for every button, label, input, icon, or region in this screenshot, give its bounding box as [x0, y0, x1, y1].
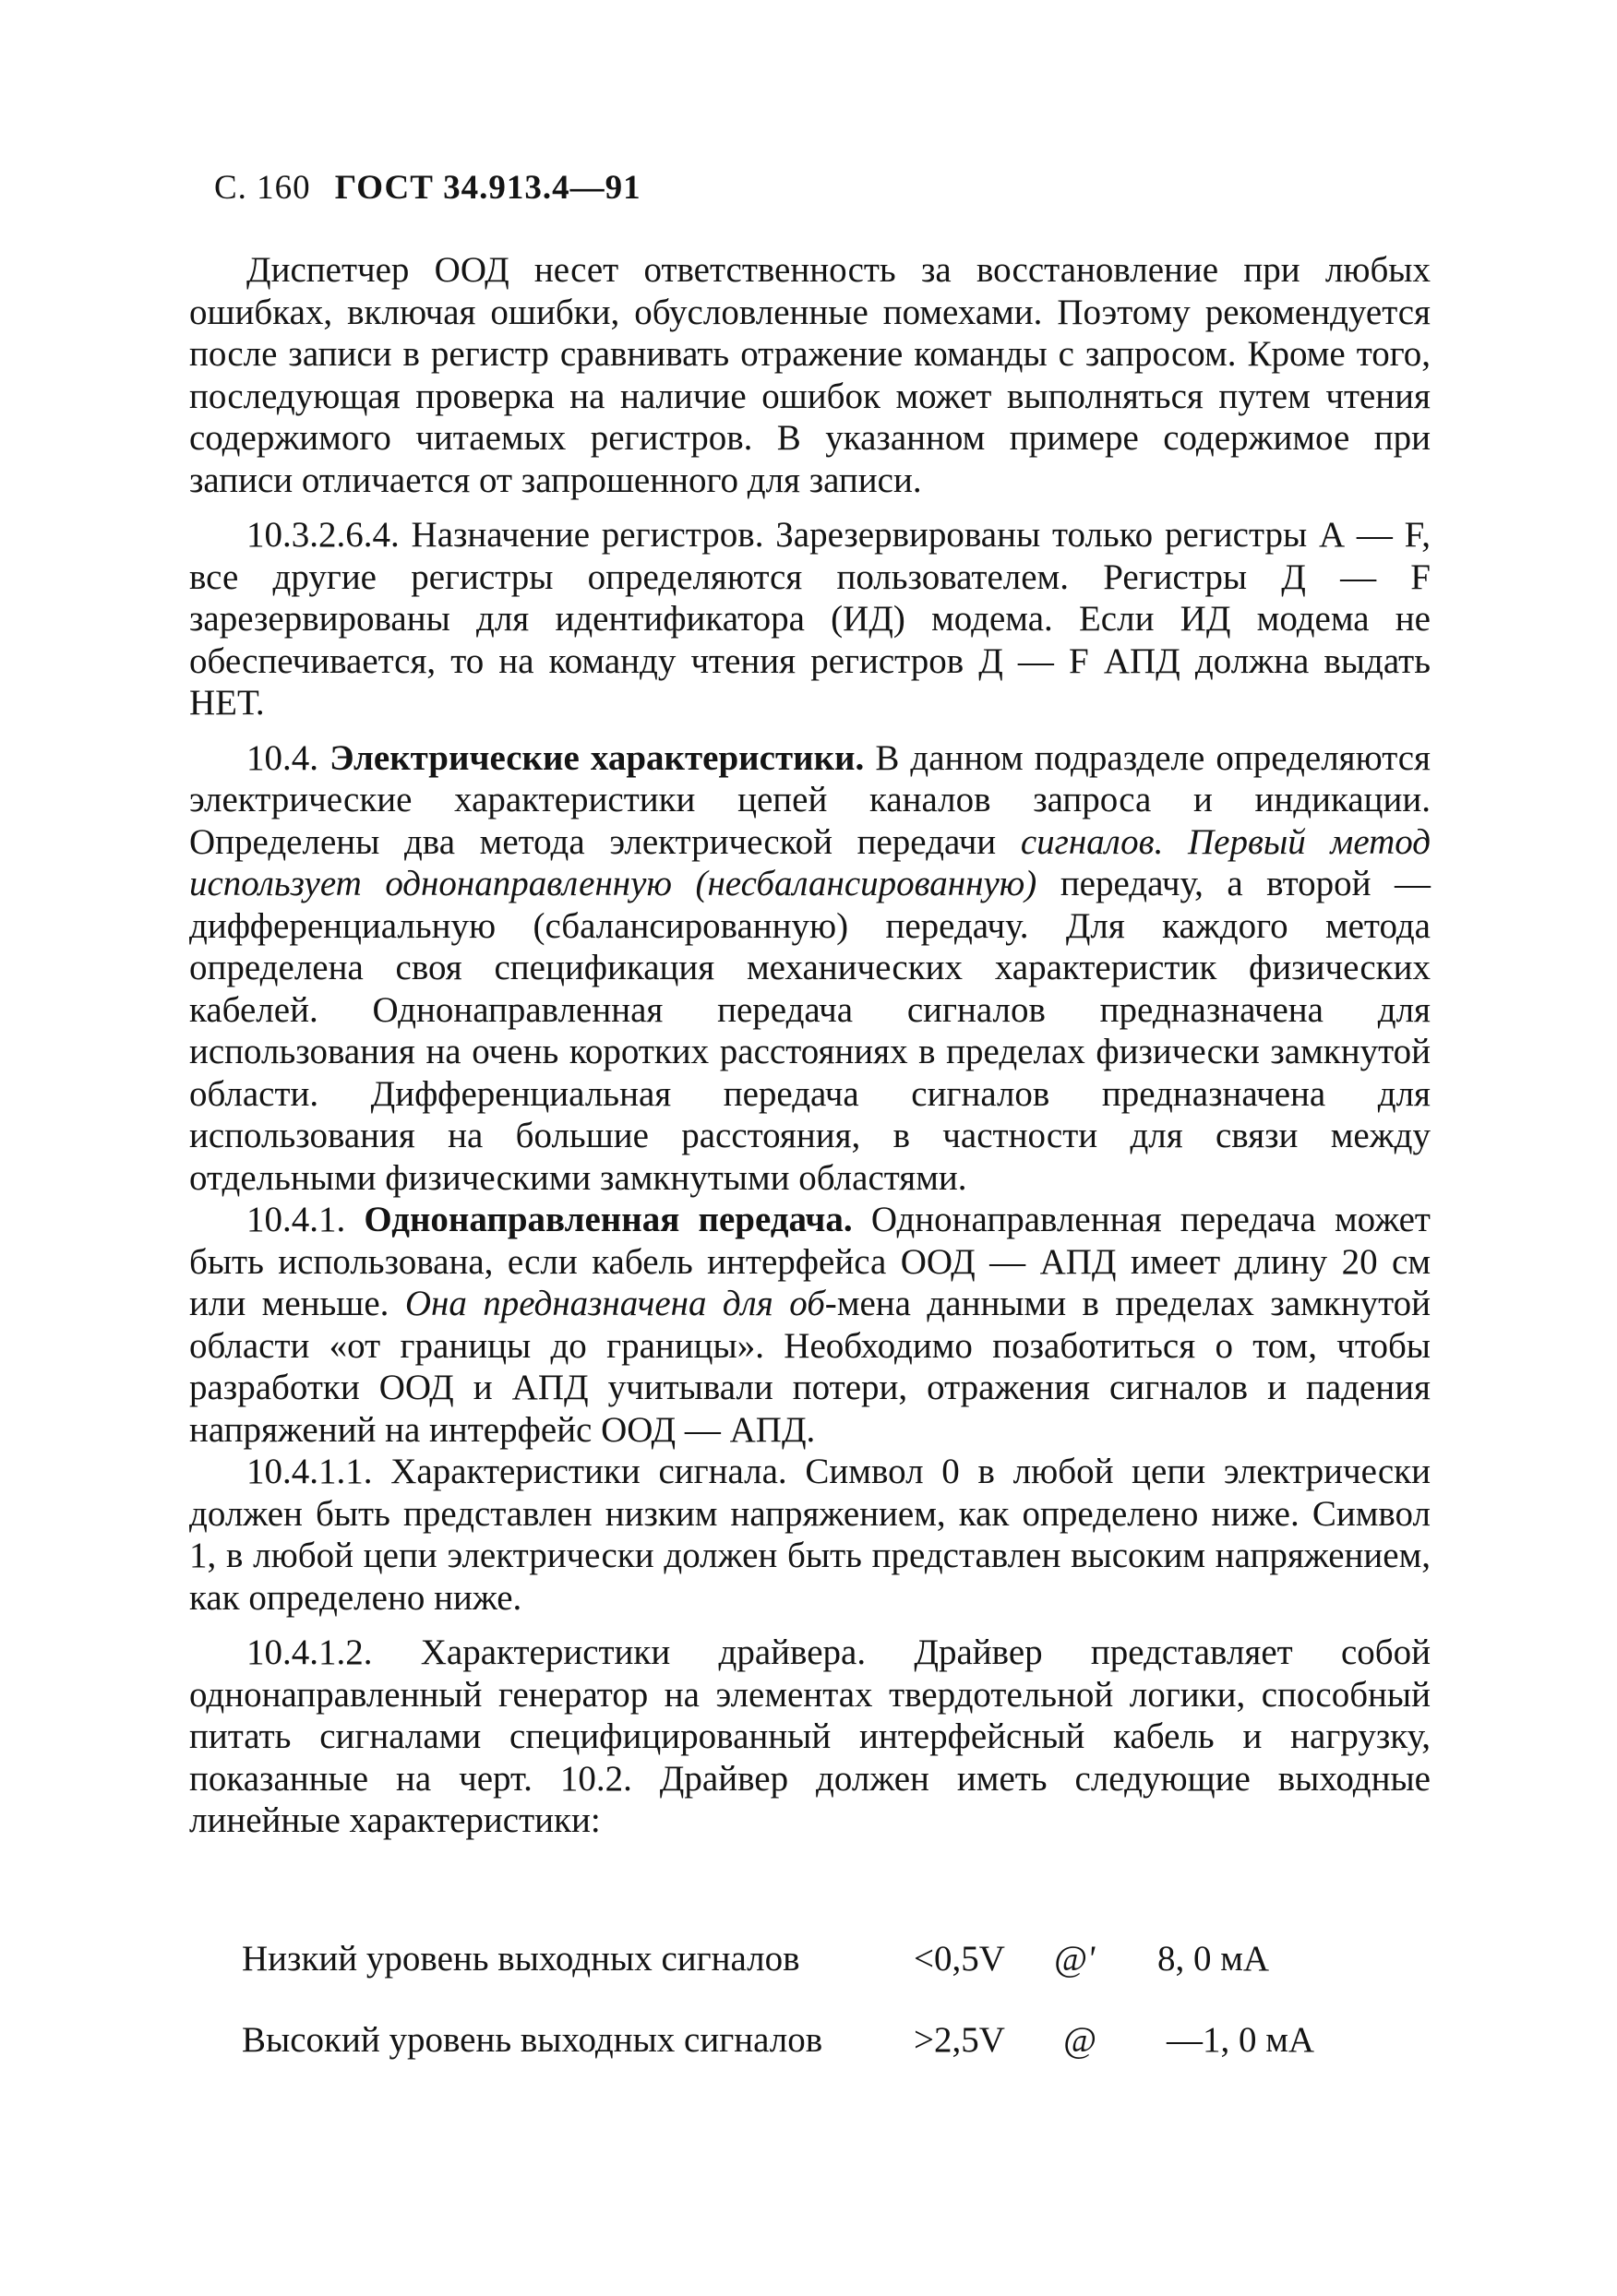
spec-current: —1, 0 мА [1167, 2020, 1315, 2060]
section-text-italic: Она предназначена для об- [404, 1284, 837, 1323]
spec-current: 8, 0 мА [1157, 1939, 1270, 1979]
section-text: Однонаправленная передача может быть использована, если кабель интерфейса ООД — АПД имеет длину 20 см или меньше. [189, 1200, 1431, 1323]
spec-at-symbol: @ [1063, 2020, 1096, 2060]
spec-label: Низкий уровень выходных сигналов [242, 1939, 800, 1979]
paragraph-register-assignment: 10.3.2.6.4. Назначение регистров. Зарезервированы только регистры А — F, все другие регистры определяются пользователем. Регистры Д — F зарезервированы для идентификатора (ИД) модема. Если ИД модема не обеспечивается, то на команду чтения регистров Д — F АПД должна выдать НЕТ. [189, 515, 1431, 723]
section-number: 10.4.1. [246, 1200, 346, 1239]
standard-code: ГОСТ 34.913.4—91 [334, 169, 641, 207]
spec-line-low-level [242, 1938, 1269, 1979]
body-text [189, 249, 1431, 1842]
paragraph-electrical-characteristics [189, 737, 1431, 1200]
paragraph-signal-characteristics: 10.4.1.1. Характеристики сигнала. Символ 0 в любой цепи электрически должен быть представлен низким напряжением, как определено ниже. Символ 1, в любой цепи электрически должен быть представлен высоким напряжением, как определено ниже. [189, 1452, 1431, 1618]
paragraph-unidirectional-transmission [189, 1199, 1431, 1451]
paragraph-driver-characteristics: 10.4.1.2. Характеристики драйвера. Драйвер представляет собой однонаправленный генератор на элементах твердотельной логики, способный питать сигналами специфицированный интерфейсный кабель и нагрузку, показанные на черт. 10.2. Драйвер должен иметь следующие выходные линейные характеристики: [189, 1632, 1431, 1840]
spec-voltage: <0,5V [914, 1939, 1005, 1979]
section-number: 10.4. [246, 737, 318, 778]
section-heading: Однонаправленная передача. [364, 1200, 853, 1239]
page-header [214, 168, 641, 208]
spec-line-high-level [242, 2019, 1314, 2061]
section-text-italic: сигналов. Первый метод использует однонаправленную (несбалансированную) [189, 821, 1431, 903]
paragraph-dispatcher: Диспетчер ООД несет ответственность за восстановление при любых ошибках, включая ошибки, обусловленные помехами. Поэтому рекомендуется после записи в регистр сравнивать отражение команды с запросом. Кроме того, последующая проверка на наличие ошибок может выполняться путем чтения содержимого читаемых регистров. В указанном примере содержимое при записи отличается от запрошенного для записи. [189, 250, 1431, 500]
section-text: В данном подразделе определяются электрические характеристики цепей каналов запроса и индикации. Определены два метода электрической передачи [189, 737, 1431, 862]
section-heading: Электрические характеристики. [329, 737, 865, 778]
spec-voltage: >2,5V [914, 2020, 1005, 2060]
section-text-continued: передачу, а второй — дифференциальную (сбалансированную) передачу. Для каждого метода определена своя спецификация механических характеристик физических кабелей. Однонаправленная передача сигналов предназначена для использования на очень коротких расстояниях в пределах физически замкнутой области. Дифференциальная передача сигналов предназначена для использования на большие расстояния, в частности для связи между отдельными физическими замкнутыми областями. [189, 864, 1431, 1198]
section-text-continued: мена данными в пределах замкнутой области «от границы до границы». Необходимо позаботиться о том, чтобы разработки ООД и АПД учитывали потери, отражения сигналов и падения напряжений на интерфейс ООД — АПД. [189, 1284, 1431, 1450]
spec-label: Высокий уровень выходных сигналов [242, 2020, 823, 2060]
spec-at-symbol: @' [1054, 1939, 1096, 1979]
page-number: С. 160 [214, 169, 311, 207]
